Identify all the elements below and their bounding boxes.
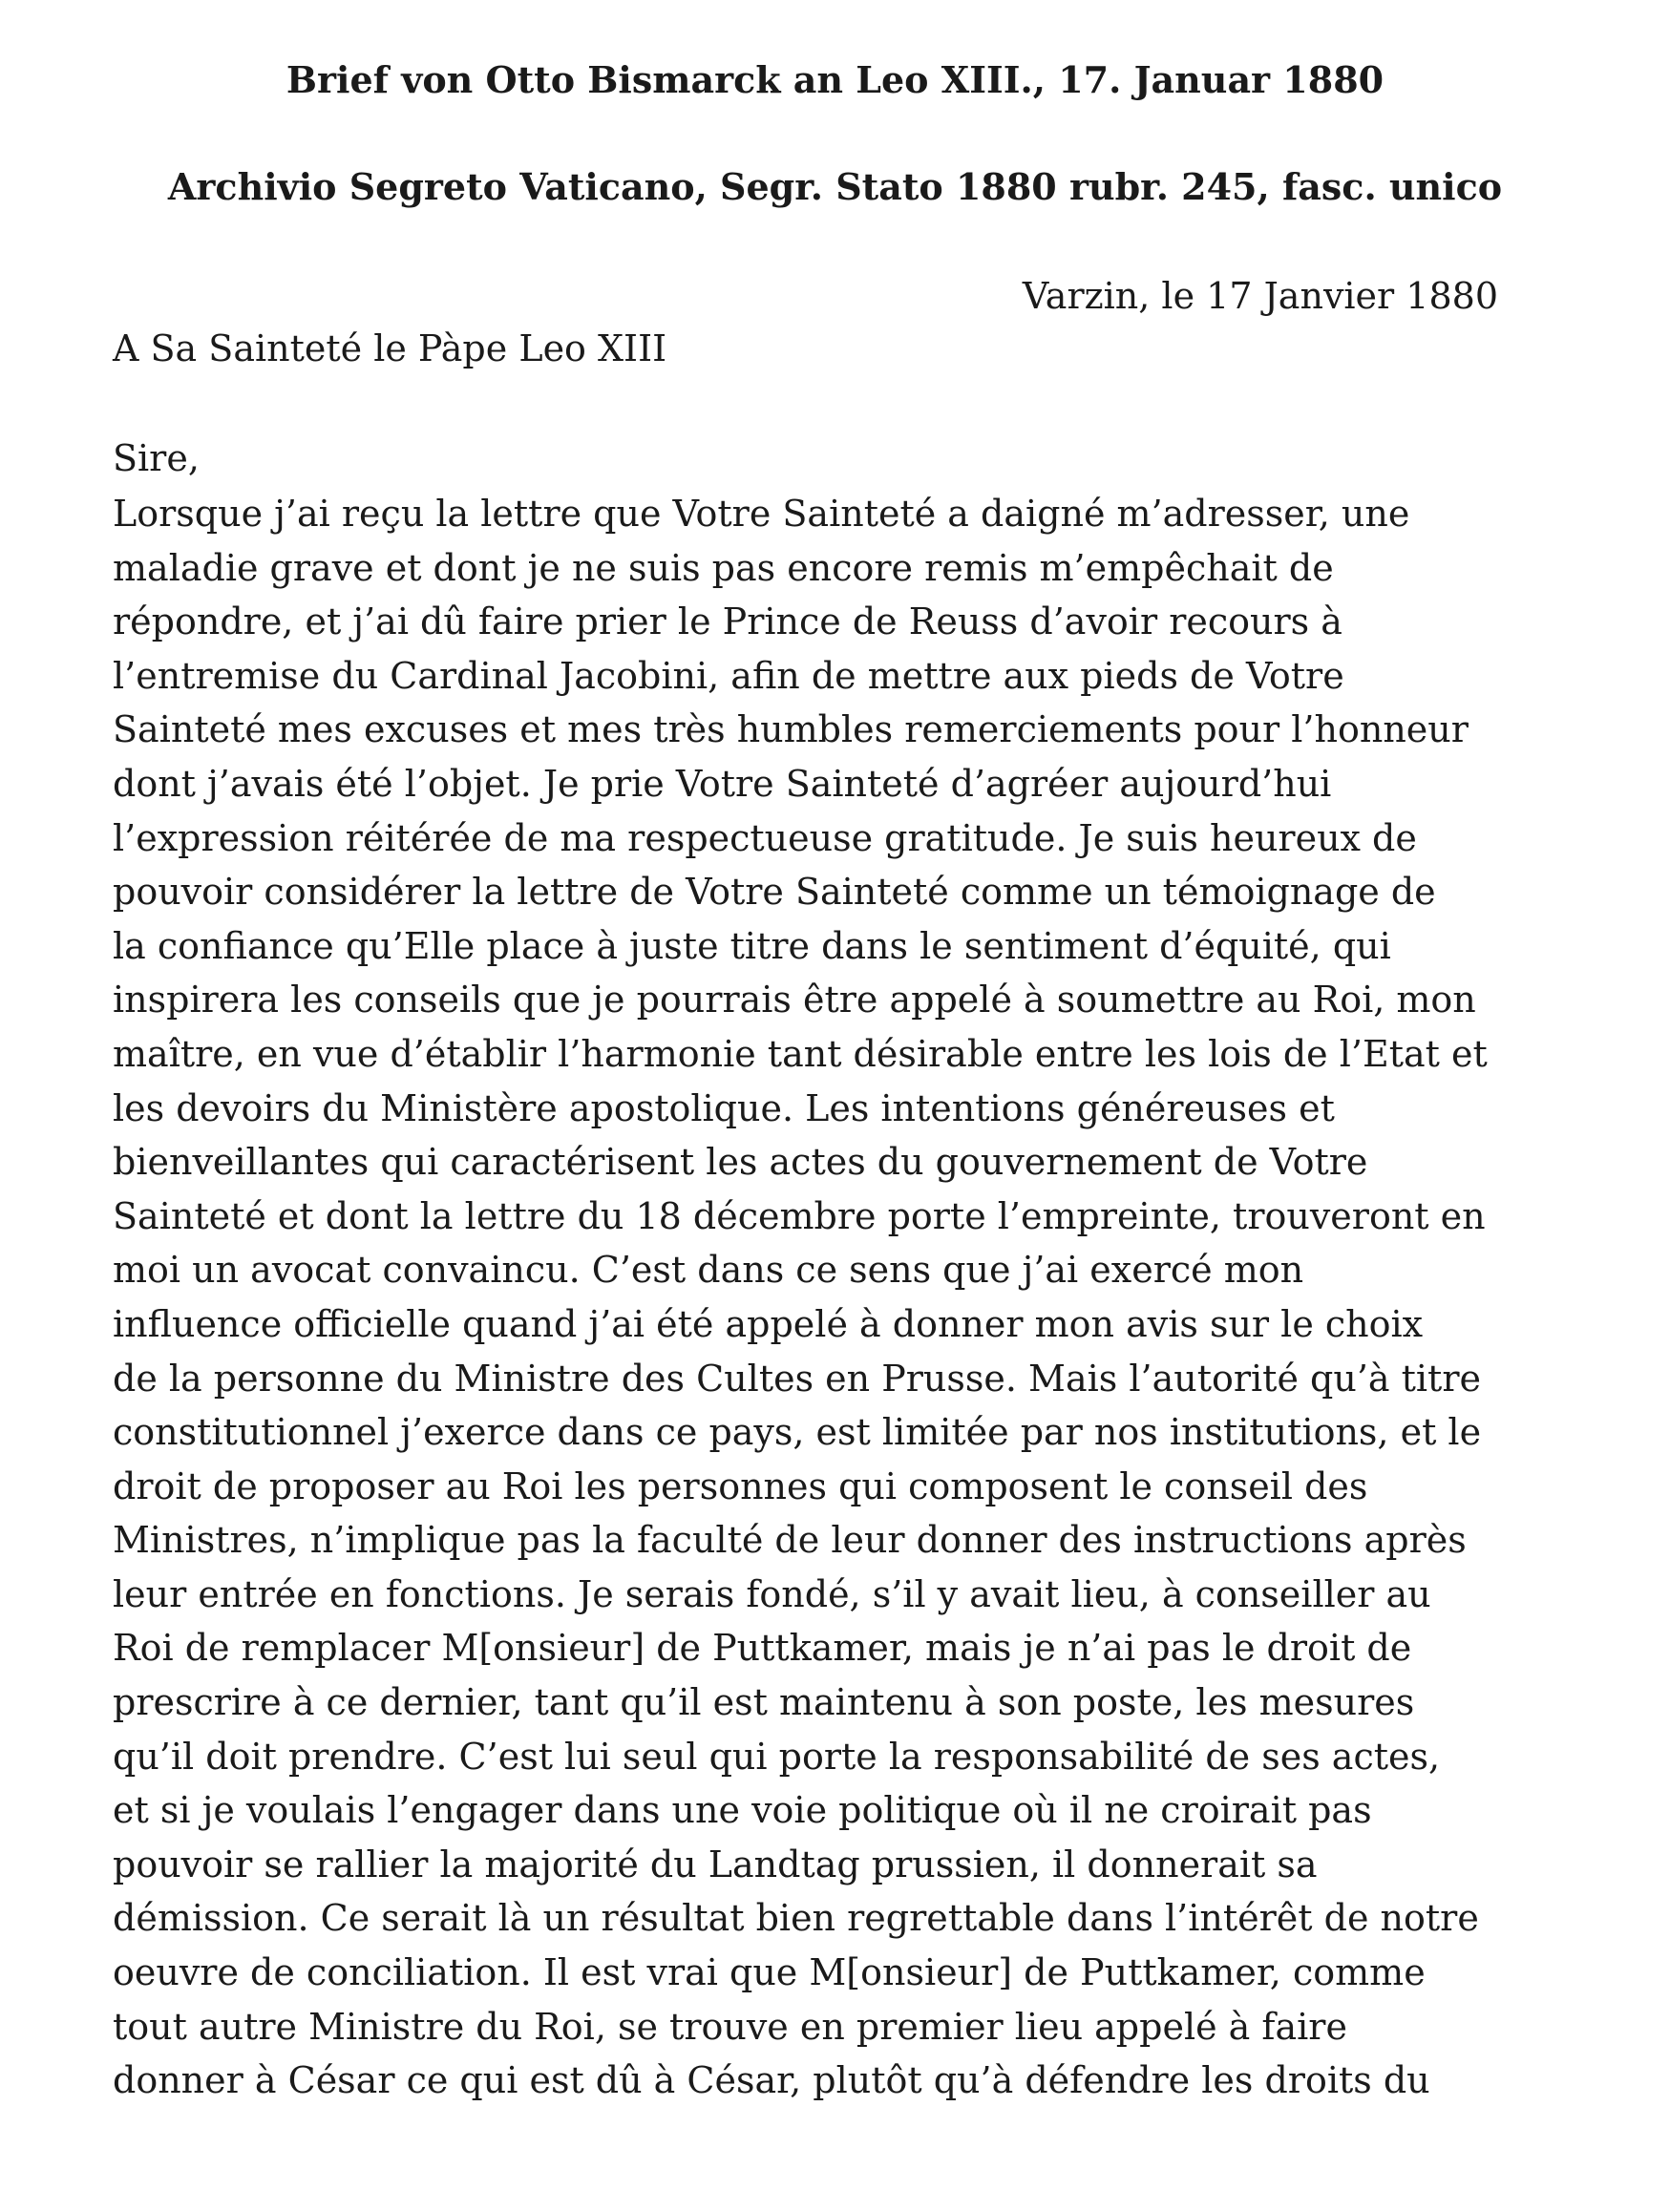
body-line: Ministres, n’implique pas la faculté de leur donner des instructions après: [113, 1519, 1467, 1562]
body-line: Roi de remplacer M[onsieur] de Puttkamer, mais je n’ai pas le droit de: [113, 1627, 1412, 1670]
body-line: bienveillantes qui caractérisent les actes du gouvernement de Votre: [113, 1141, 1368, 1184]
archive-reference: Archivio Segreto Vaticano, Segr. Stato 1880 rubr. 245, fasc. unico: [167, 165, 1503, 208]
body-line: Sainteté et dont la lettre du 18 décembre porte l’empreinte, trouveront en: [113, 1194, 1486, 1237]
body-line: Sainteté mes excuses et mes très humbles remerciements pour l’honneur: [113, 708, 1469, 751]
body-line: donner à César ce qui est dû à César, plutôt qu’à défendre les droits du: [113, 2059, 1430, 2102]
body-line: influence officielle quand j’ai été appelé à donner mon avis sur le choix: [113, 1302, 1424, 1345]
body-line: pouvoir considérer la lettre de Votre Sainteté comme un témoignage de: [113, 871, 1436, 914]
body-line: démission. Ce serait là un résultat bien regrettable dans l’intérêt de notre: [113, 1897, 1479, 1940]
dateline: Varzin, le 17 Janvier 1880: [1022, 275, 1498, 317]
letter-body: [113, 487, 1507, 2108]
body-line: leur entrée en fonctions. Je serais fondé, s’il y avait lieu, à conseiller au: [113, 1572, 1431, 1615]
body-line: maître, en vue d’établir l’harmonie tant désirable entre les lois de l’Etat et: [113, 1032, 1488, 1075]
body-line: droit de proposer au Roi les personnes qui composent le conseil des: [113, 1464, 1368, 1507]
body-line: oeuvre de conciliation. Il est vrai que M[onsieur] de Puttkamer, comme: [113, 1951, 1426, 1994]
body-line: et si je voulais l’engager dans une voie politique où il ne croirait pas: [113, 1789, 1372, 1832]
body-line: Lorsque j’ai reçu la lettre que Votre Sainteté a daigné m’adresser, une: [113, 493, 1410, 535]
body-line: prescrire à ce dernier, tant qu’il est maintenu à son poste, les mesures: [113, 1681, 1415, 1724]
body-line: pouvoir se rallier la majorité du Landtag prussien, il donnerait sa: [113, 1843, 1318, 1885]
addressee: A Sa Sainteté le Pàpe Leo XIII: [113, 327, 667, 369]
body-line: inspirera les conseils que je pourrais être appelé à soumettre au Roi, mon: [113, 979, 1476, 1022]
body-line: la confiance qu’Elle place à juste titre dans le sentiment d’équité, qui: [113, 924, 1391, 967]
body-line: qu’il doit prendre. C’est lui seul qui porte la responsabilité de ses actes,: [113, 1735, 1441, 1778]
body-line: dont j’avais été l’objet. Je prie Votre Sainteté d’agréer aujourd’hui: [113, 762, 1332, 805]
body-line: l’expression réitérée de ma respectueuse gratitude. Je suis heureux de: [113, 816, 1417, 859]
body-line: l’entremise du Cardinal Jacobini, afin de mettre aux pieds de Votre: [113, 654, 1344, 697]
body-line: les devoirs du Ministère apostolique. Les intentions généreuses et: [113, 1086, 1335, 1129]
body-line: de la personne du Ministre des Cultes en Prusse. Mais l’autorité qu’à titre: [113, 1357, 1481, 1400]
body-line: répondre, et j’ai dû faire prier le Prince de Reuss d’avoir recours à: [113, 600, 1342, 643]
salutation: Sire,: [113, 437, 200, 479]
body-line: moi un avocat convaincu. C’est dans ce sens que j’ai exercé mon: [113, 1249, 1304, 1292]
body-line: constitutionnel j’exerce dans ce pays, est limitée par nos institutions, et le: [113, 1411, 1482, 1454]
body-line: tout autre Ministre du Roi, se trouve en premier lieu appelé à faire: [113, 2005, 1347, 2048]
body-line: maladie grave et dont je ne suis pas encore remis m’empêchait de: [113, 546, 1334, 589]
document-title: Brief von Otto Bismarck an Leo XIII., 17. Januar 1880: [285, 58, 1385, 101]
